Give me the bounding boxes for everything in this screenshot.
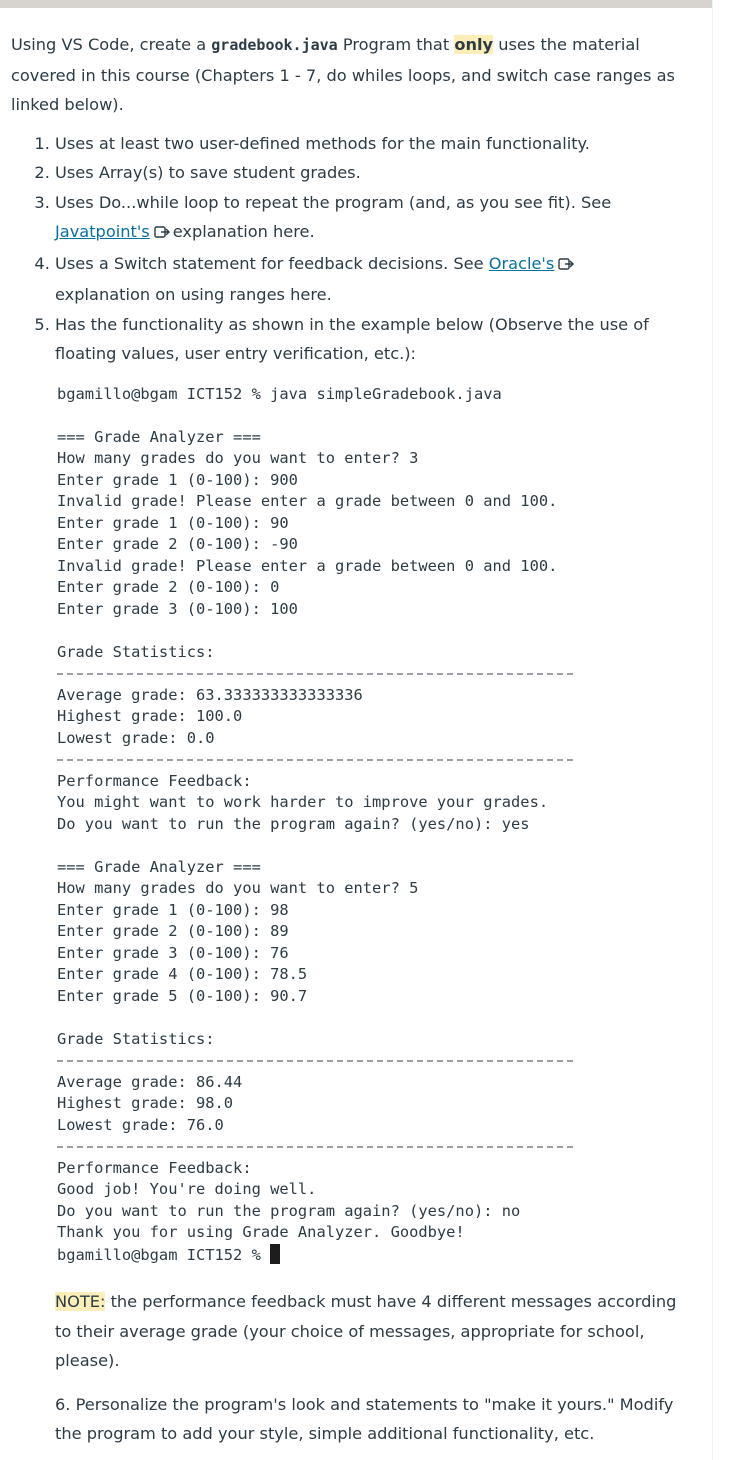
terminal-prompt-line bbox=[57, 1244, 701, 1266]
top-bar bbox=[0, 0, 712, 8]
external-link-icon[interactable] bbox=[154, 219, 170, 249]
terminal-line: Average grade: 86.44 bbox=[57, 1072, 243, 1091]
terminal-line: Enter grade 2 (0-100): -90 bbox=[57, 535, 298, 553]
dashed-divider bbox=[57, 1136, 701, 1158]
terminal-command: bgamillo@bgam ICT152 % java simpleGradebook.java bbox=[57, 384, 502, 403]
requirement-3-text: Uses Do...while loop to repeat the program (and, as you see fit). See bbox=[55, 192, 612, 212]
note-text: the performance feedback must have 4 different messages according to their average grade (your choice of messages, appropriate for school, please). bbox=[55, 1292, 677, 1370]
terminal-line: Invalid grade! Please enter a grade between 0 and 100. bbox=[57, 492, 558, 510]
requirements-list bbox=[11, 129, 701, 369]
terminal-line: Enter grade 5 (0-100): 90.7 bbox=[57, 986, 308, 1005]
note-label: NOTE: bbox=[55, 1292, 106, 1311]
terminal-line: Good job! You're doing well. bbox=[57, 1180, 317, 1198]
intro-part3: uses the material covered in this course (Chapters 1 - 7, do whiles loops, and switch case ranges as linked below). bbox=[11, 35, 675, 114]
terminal-line: Enter grade 3 (0-100): 100 bbox=[57, 599, 298, 618]
requirement-3-tail: explanation here. bbox=[172, 222, 315, 241]
terminal-line: How many grades do you want to enter? 5 bbox=[57, 879, 419, 897]
dashed-divider bbox=[57, 663, 701, 685]
stats-header: Grade Statistics: bbox=[57, 642, 215, 661]
step-6-paragraph: 6. Personalize the program's look and statements to "make it yours." Modify the program to add your style, simple additional functionality, etc. bbox=[55, 1394, 674, 1443]
scroll-edge bbox=[712, 0, 737, 1460]
requirement-4-tail: explanation on using ranges here. bbox=[55, 285, 332, 304]
terminal-line: Enter grade 1 (0-100): 90 bbox=[57, 513, 289, 532]
requirement-4-text: Uses a Switch statement for feedback decisions. See bbox=[55, 253, 489, 273]
terminal-prompt: bgamillo@bgam ICT152 % bbox=[57, 1245, 271, 1264]
intro-paragraph bbox=[11, 30, 701, 120]
terminal-line: Lowest grade: 0.0 bbox=[57, 728, 215, 747]
terminal-line: Enter grade 1 (0-100): 900 bbox=[57, 470, 298, 489]
terminal-line: Invalid grade! Please enter a grade between 0 and 100. bbox=[57, 556, 558, 575]
requirement-3 bbox=[55, 188, 701, 249]
dashed-divider bbox=[57, 749, 701, 771]
terminal-example bbox=[57, 384, 701, 1266]
stats-header: Grade Statistics: bbox=[57, 1029, 215, 1048]
external-link-icon[interactable] bbox=[558, 251, 574, 281]
only-highlight: only bbox=[454, 35, 494, 54]
assignment-content bbox=[11, 30, 701, 1449]
terminal-line: === Grade Analyzer === bbox=[57, 857, 261, 876]
terminal-line: Do you want to run the program again? (yes/no): no bbox=[57, 1201, 521, 1220]
terminal-line: Thank you for using Grade Analyzer. Goodbye! bbox=[57, 1223, 465, 1241]
terminal-line: Highest grade: 100.0 bbox=[57, 707, 243, 725]
requirement-2-text: Uses Array(s) to save student grades. bbox=[55, 163, 361, 182]
filename-code: gradebook.java bbox=[211, 36, 338, 54]
terminal-line: Enter grade 1 (0-100): 98 bbox=[57, 900, 289, 919]
requirement-4 bbox=[55, 249, 701, 310]
intro-part2: Program that bbox=[337, 35, 455, 54]
terminal-line: Highest grade: 98.0 bbox=[57, 1094, 234, 1112]
terminal-blank bbox=[57, 835, 701, 857]
terminal-line: Average grade: 63.333333333333336 bbox=[57, 685, 363, 704]
terminal-line: Do you want to run the program again? (yes/no): yes bbox=[57, 814, 530, 833]
intro-part1: Using VS Code, create a bbox=[11, 35, 212, 54]
terminal-line: Enter grade 3 (0-100): 76 bbox=[57, 943, 289, 962]
feedback-header: Performance Feedback: bbox=[57, 771, 252, 790]
terminal-line: How many grades do you want to enter? 3 bbox=[57, 449, 419, 467]
oracle-link[interactable]: Oracle's bbox=[488, 253, 555, 273]
terminal-line: You might want to work harder to improve your grades. bbox=[57, 793, 549, 811]
terminal-cursor bbox=[270, 1244, 280, 1264]
terminal-line: === Grade Analyzer === bbox=[57, 427, 261, 446]
requirement-2 bbox=[55, 158, 701, 188]
terminal-blank bbox=[57, 1007, 701, 1029]
note-paragraph bbox=[55, 1287, 695, 1376]
terminal-line: Enter grade 4 (0-100): 78.5 bbox=[57, 965, 308, 983]
terminal-line: Enter grade 2 (0-100): 89 bbox=[57, 922, 289, 940]
terminal-line: Lowest grade: 76.0 bbox=[57, 1115, 224, 1134]
terminal-blank bbox=[57, 620, 701, 642]
requirement-1-text: Uses at least two user-defined methods for the main functionality. bbox=[55, 133, 590, 153]
terminal-line: Enter grade 2 (0-100): 0 bbox=[57, 578, 280, 596]
requirement-1 bbox=[55, 129, 701, 159]
javatpoint-link[interactable]: Javatpoint's bbox=[55, 222, 150, 241]
requirement-5 bbox=[55, 310, 701, 369]
dashed-divider bbox=[57, 1050, 701, 1072]
requirement-5-text: Has the functionality as shown in the example below (Observe the use of floating values, user entry verification, etc.): bbox=[55, 314, 649, 363]
feedback-header: Performance Feedback: bbox=[57, 1158, 252, 1177]
